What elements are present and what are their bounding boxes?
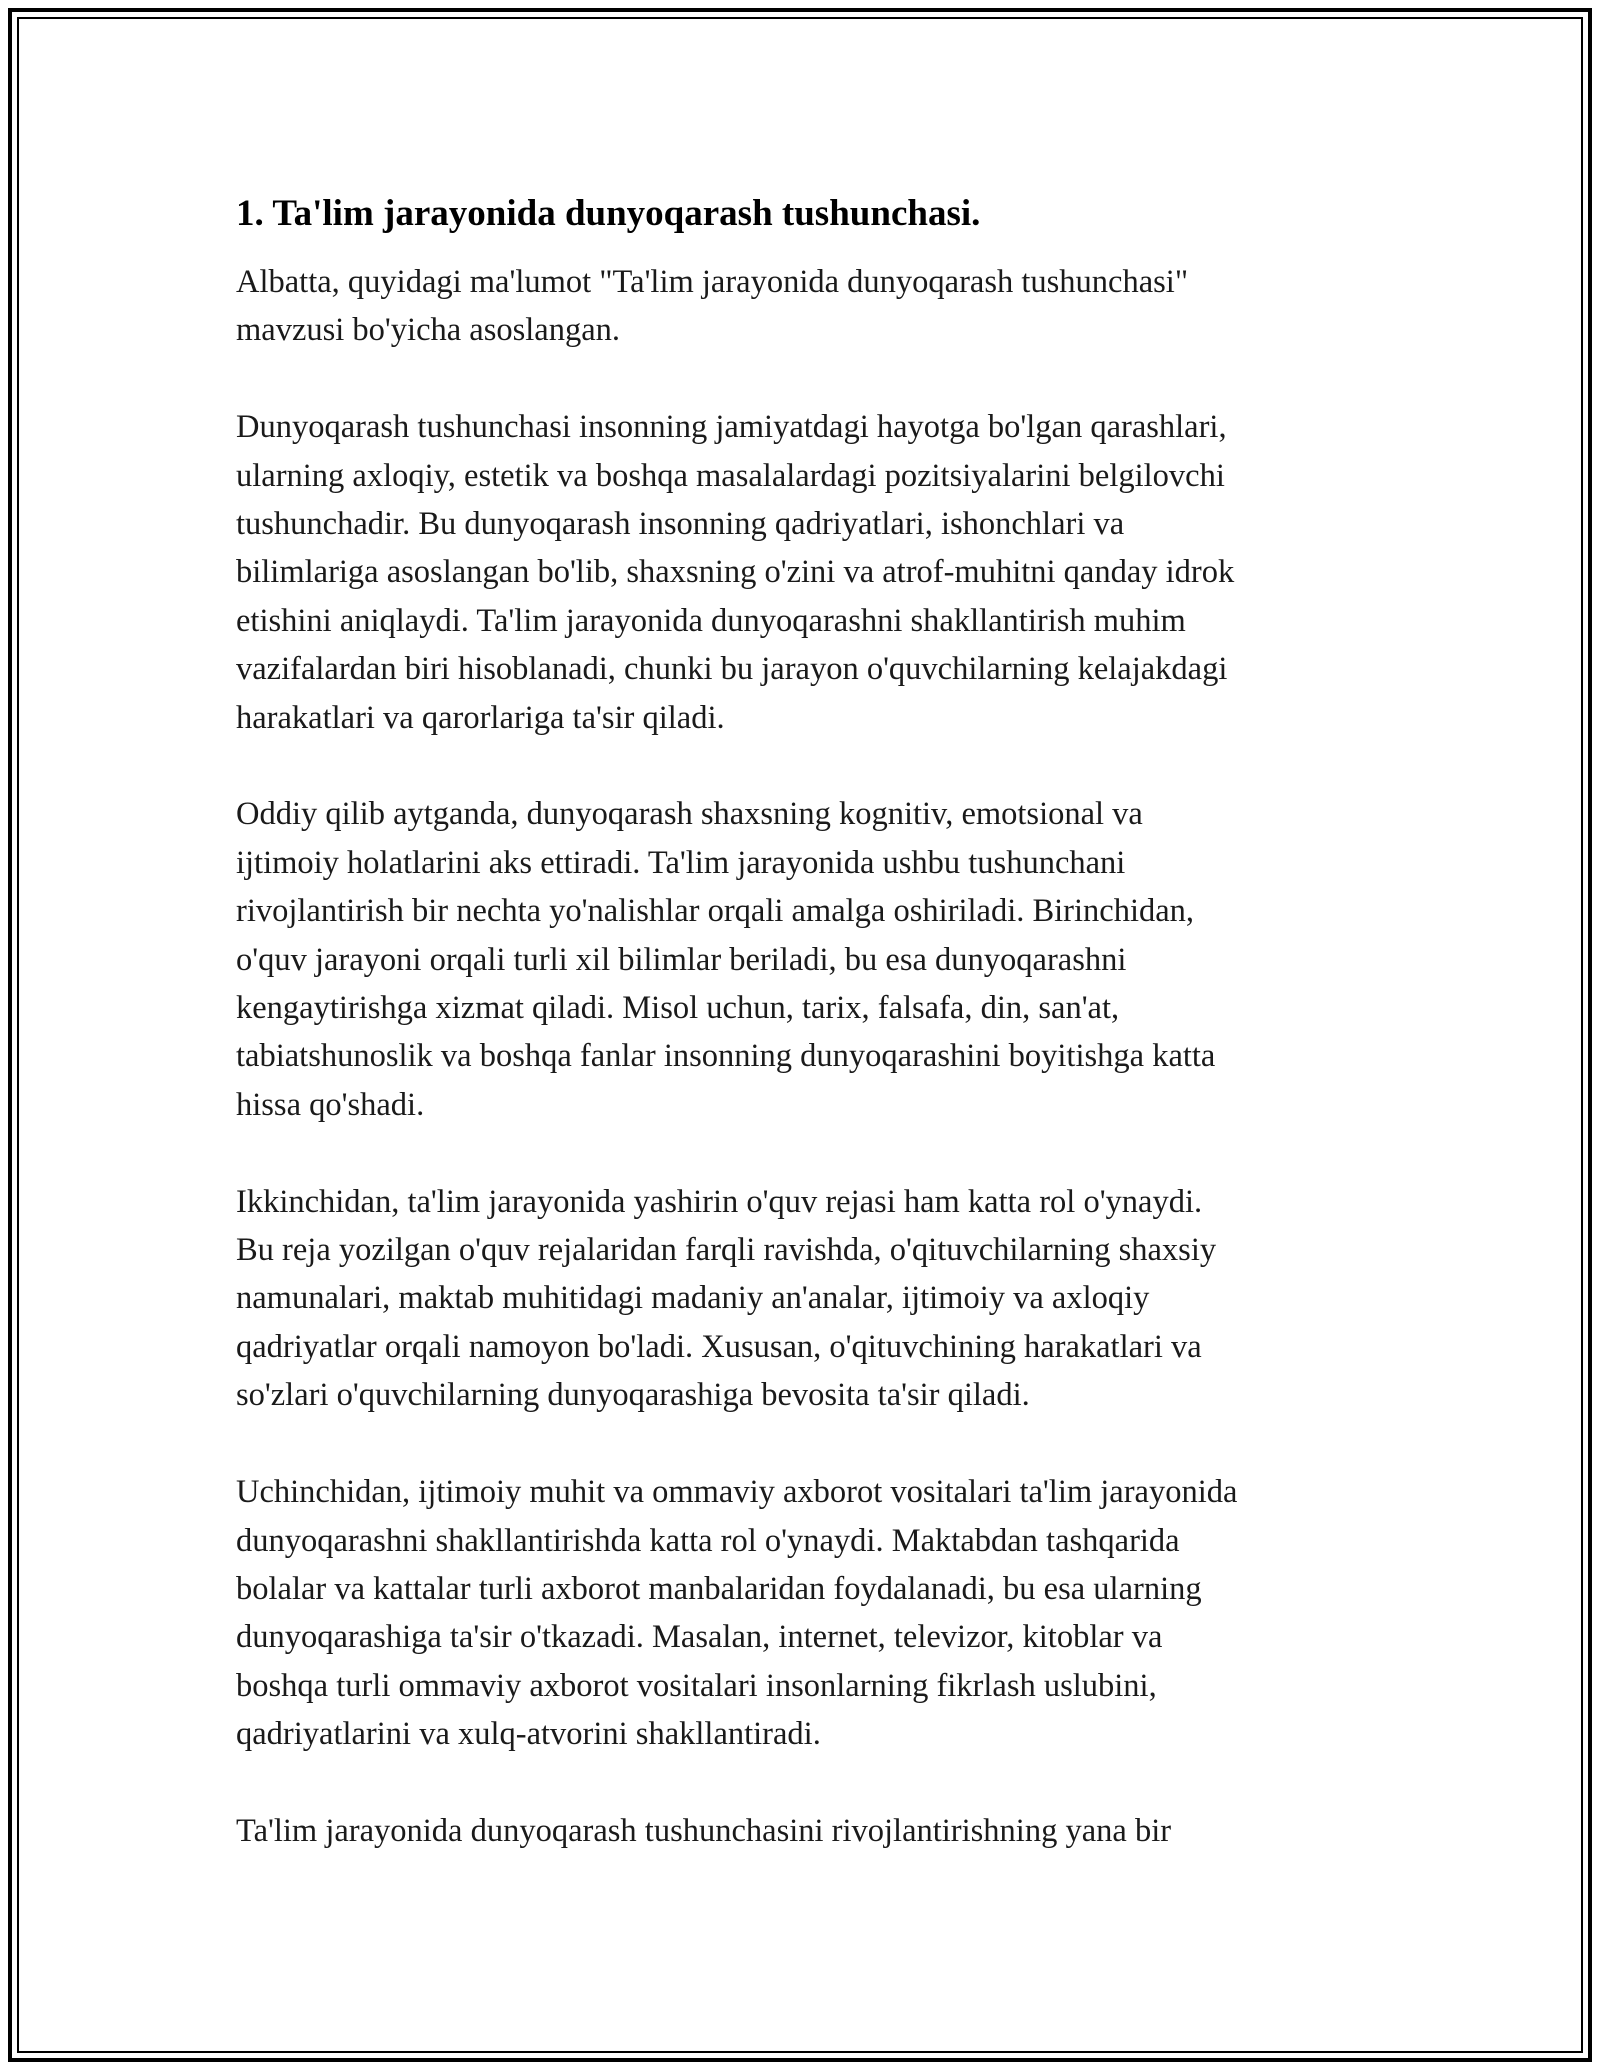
text-line: boshqa turli ommaviy axborot vositalari insonlarning fikrlash uslubini, bbox=[236, 1667, 1157, 1704]
text-line: etishini aniqlaydi. Ta'lim jarayonida dunyoqarashni shakllantirish muhim bbox=[236, 602, 1186, 639]
text-line: Bu reja yozilgan o'quv rejalaridan farqli ravishda, o'qituvchilarning shaxsiy bbox=[236, 1232, 1217, 1269]
text-line: bilimlariga asoslangan bo'lib, shaxsning o'zini va atrof-muhitni qanday idrok bbox=[236, 554, 1235, 591]
paragraph-third-point bbox=[236, 1468, 1376, 1758]
section-heading: 1. Ta'lim jarayonida dunyoqarash tushunchasi. bbox=[236, 193, 981, 234]
text-line: bolalar va kattalar turli axborot manbalaridan foydalanadi, bu esa ularning bbox=[236, 1570, 1202, 1607]
paragraph-second-point bbox=[236, 1178, 1376, 1420]
text-line: namunalari, maktab muhitidagi madaniy an'analar, ijtimoiy va axloqiy bbox=[236, 1280, 1150, 1317]
text-line: qadriyatlar orqali namoyon bo'ladi. Xususan, o'qituvchining harakatlari va bbox=[236, 1328, 1202, 1365]
text-line: Ikkinchidan, ta'lim jarayonida yashirin o'quv rejasi ham katta rol o'ynaydi. bbox=[236, 1183, 1203, 1220]
text-line: dunyoqarashiga ta'sir o'tkazadi. Masalan, internet, televizor, kitoblar va bbox=[236, 1619, 1163, 1656]
text-line: rivojlantirish bir nechta yo'nalishlar orqali amalga oshiriladi. Birinchidan, bbox=[236, 893, 1195, 930]
text-line: harakatlari va qarorlariga ta'sir qiladi. bbox=[236, 699, 725, 736]
text-line: qadriyatlarini va xulq-atvorini shakllantiradi. bbox=[236, 1716, 821, 1753]
document-body bbox=[236, 188, 1376, 1855]
paragraph-first-point bbox=[236, 790, 1376, 1129]
text-line: Uchinchidan, ijtimoiy muhit va ommaviy axborot vositalari ta'lim jarayonida bbox=[236, 1474, 1238, 1511]
text-line: o'quv jarayoni orqali turli xil bilimlar beriladi, bu esa dunyoqarashni bbox=[236, 941, 1127, 978]
text-line: vazifalardan biri hisoblanadi, chunki bu jarayon o'quvchilarning kelajakdagi bbox=[236, 651, 1228, 688]
paragraph-intro bbox=[236, 258, 1376, 355]
text-line: kengaytirishga xizmat qiladi. Misol uchun, tarix, falsafa, din, san'at, bbox=[236, 990, 1120, 1027]
text-line: tushunchadir. Bu dunyoqarash insonning qadriyatlari, ishonchlari va bbox=[236, 506, 1125, 543]
text-line: hissa qo'shadi. bbox=[236, 1086, 425, 1123]
text-line: ijtimoiy holatlarini aks ettiradi. Ta'lim jarayonida ushbu tushunchani bbox=[236, 844, 1126, 881]
text-line: dunyoqarashni shakllantirishda katta rol o'ynaydi. Maktabdan tashqarida bbox=[236, 1522, 1180, 1559]
text-line: tabiatshunoslik va boshqa fanlar insonning dunyoqarashini boyitishga katta bbox=[236, 1038, 1216, 1075]
paragraph-definition bbox=[236, 403, 1376, 742]
paragraph-continuation bbox=[236, 1807, 1376, 1855]
text-line: Oddiy qilib aytganda, dunyoqarash shaxsning kognitiv, emotsional va bbox=[236, 796, 1143, 833]
text-line: Ta'lim jarayonida dunyoqarash tushunchasini rivojlantirishning yana bir bbox=[236, 1812, 1172, 1849]
text-line: mavzusi bo'yicha asoslangan. bbox=[236, 312, 621, 349]
text-line: so'zlari o'quvchilarning dunyoqarashiga bevosita ta'sir qiladi. bbox=[236, 1377, 1030, 1414]
text-line: Dunyoqarash tushunchasi insonning jamiyatdagi hayotga bo'lgan qarashlari, bbox=[236, 409, 1227, 446]
text-line: ularning axloqiy, estetik va boshqa masalalardagi pozitsiyalarini belgilovchi bbox=[236, 457, 1225, 494]
text-line: Albatta, quyidagi ma'lumot "Ta'lim jarayonida dunyoqarash tushunchasi" bbox=[236, 264, 1189, 300]
